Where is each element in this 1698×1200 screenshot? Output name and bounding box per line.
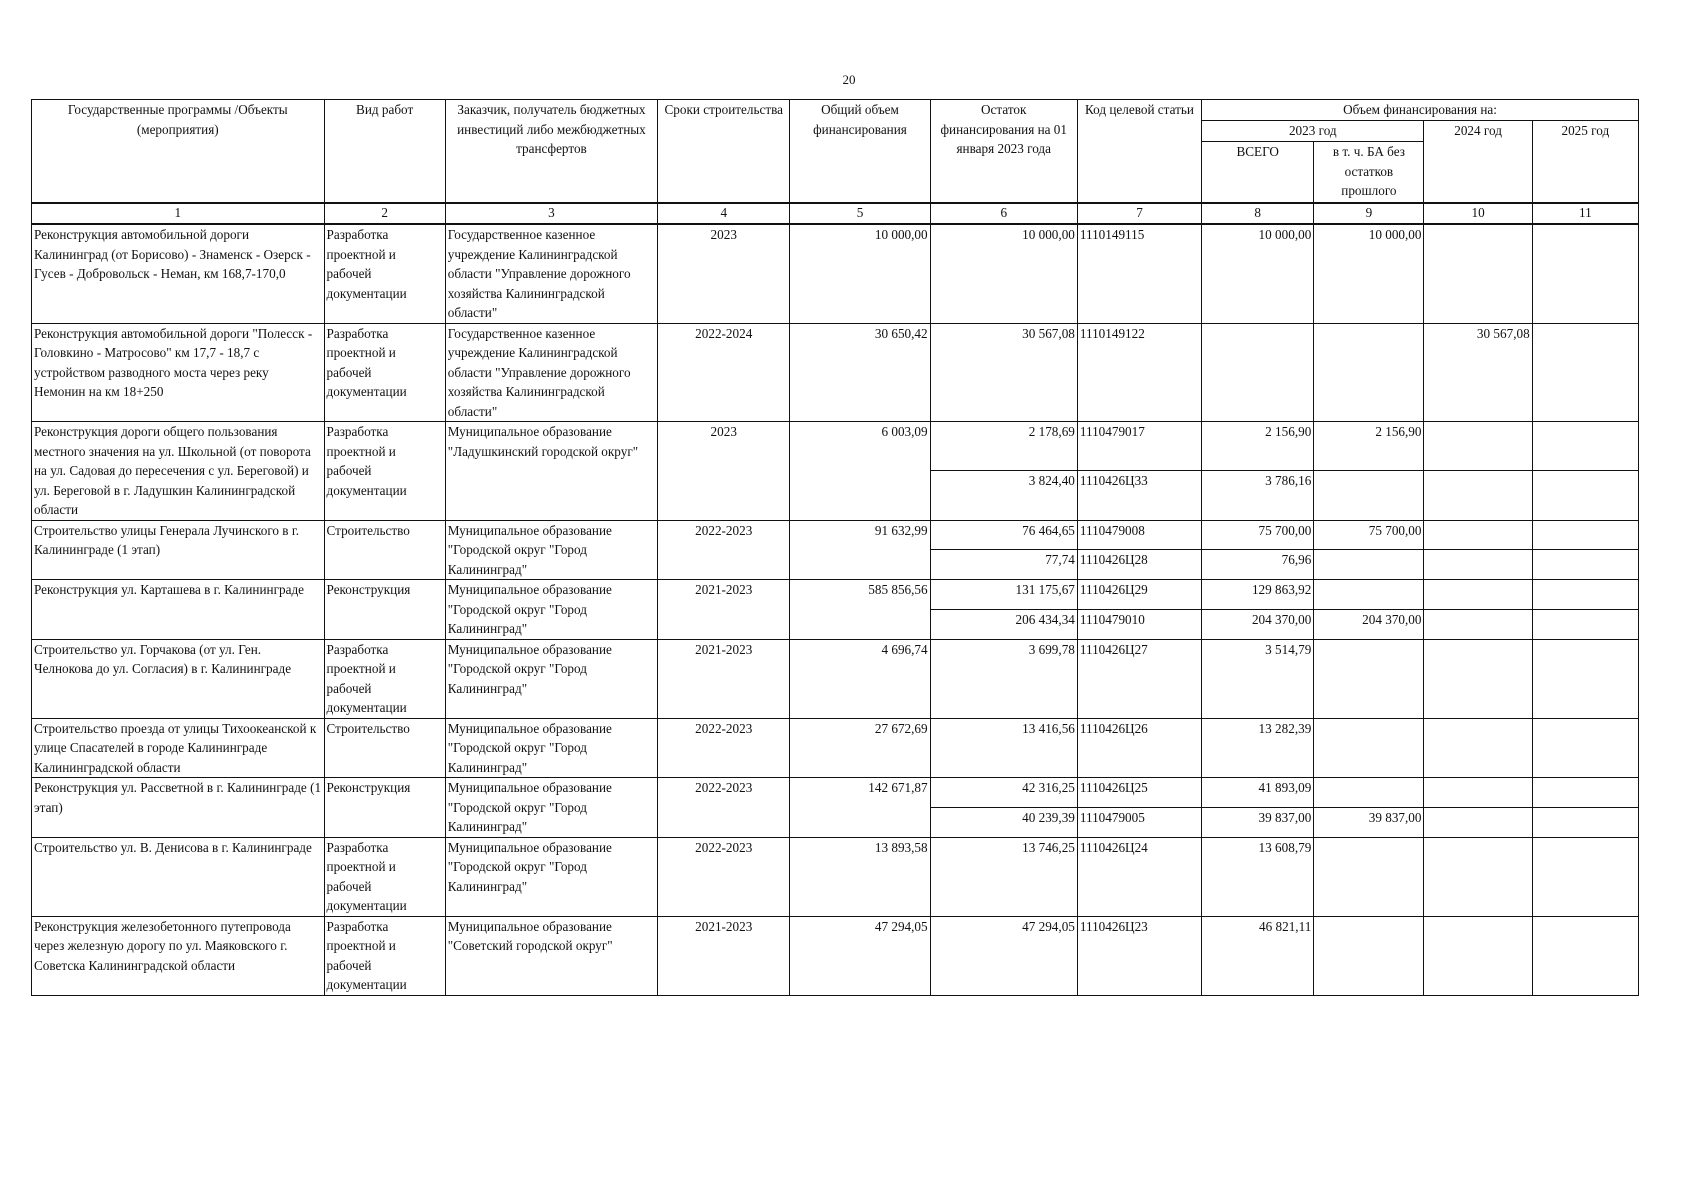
- amount-2024: [1424, 778, 1532, 808]
- work-type: Разработка проектной и рабочей документации: [324, 916, 445, 995]
- header-remaining: Остаток финансирования на 01 января 2023 года: [930, 100, 1077, 204]
- amount-2024: [1424, 471, 1532, 520]
- object-name: Строительство улицы Генерала Лучинского в г. Калининграде (1 этап): [32, 520, 325, 580]
- object-name: Реконструкция железобетонного путепровода через железную дорогу по ул. Маяковского г. Советска Калининградской области: [32, 916, 325, 995]
- header-total-financing: Общий объем финансирования: [790, 100, 930, 204]
- customer: Муниципальное образование "Городской округ "Город Калининград": [445, 778, 657, 838]
- total-financing: 27 672,69: [790, 718, 930, 778]
- work-type: Строительство: [324, 520, 445, 580]
- table-row: [32, 422, 1639, 471]
- target-code: 1110426Ц27: [1077, 639, 1201, 718]
- total-financing: 142 671,87: [790, 778, 930, 838]
- customer: Государственное казенное учреждение Калининградской области "Управление дорожного хозяйства Калининградской области": [445, 224, 657, 323]
- ba-2023: 10 000,00: [1314, 224, 1424, 323]
- object-name: Реконструкция ул. Карташева в г. Калининграде: [32, 580, 325, 640]
- total-financing: 30 650,42: [790, 323, 930, 422]
- target-code: 1110479017: [1077, 422, 1201, 471]
- total-2023: 46 821,11: [1202, 916, 1314, 995]
- header-year-2025: 2025 год: [1532, 121, 1638, 204]
- ba-2023: [1314, 916, 1424, 995]
- ba-2023: [1314, 639, 1424, 718]
- total-financing: 10 000,00: [790, 224, 930, 323]
- column-numbers-row: [32, 203, 1639, 224]
- customer: Муниципальное образование "Ладушкинский городской округ": [445, 422, 657, 521]
- customer: Муниципальное образование "Городской округ "Город Калининград": [445, 639, 657, 718]
- amount-2024: 30 567,08: [1424, 323, 1532, 422]
- customer: Муниципальное образование "Городской округ "Город Калининград": [445, 718, 657, 778]
- target-code: 1110426Ц33: [1077, 471, 1201, 520]
- table-row: [32, 778, 1639, 808]
- total-2023: 76,96: [1202, 550, 1314, 580]
- amount-2024: [1424, 580, 1532, 610]
- ba-2023: [1314, 471, 1424, 520]
- construction-term: 2022-2023: [658, 778, 790, 838]
- construction-term: 2022-2024: [658, 323, 790, 422]
- construction-term: 2022-2023: [658, 718, 790, 778]
- total-2023: 2 156,90: [1202, 422, 1314, 471]
- target-code: 1110426Ц23: [1077, 916, 1201, 995]
- column-number: 11: [1532, 203, 1638, 224]
- customer: Государственное казенное учреждение Калининградской области "Управление дорожного хозяйства Калининградской области": [445, 323, 657, 422]
- total-2023: 41 893,09: [1202, 778, 1314, 808]
- work-type: Разработка проектной и рабочей документации: [324, 422, 445, 521]
- amount-2024: [1424, 422, 1532, 471]
- construction-term: 2021-2023: [658, 639, 790, 718]
- ba-2023: 75 700,00: [1314, 520, 1424, 550]
- header-year-2023: 2023 год: [1202, 121, 1424, 142]
- remaining-financing: 2 178,69: [930, 422, 1077, 471]
- customer: Муниципальное образование "Городской округ "Город Калининград": [445, 837, 657, 916]
- work-type: Разработка проектной и рабочей документации: [324, 837, 445, 916]
- amount-2024: [1424, 916, 1532, 995]
- object-name: Строительство ул. В. Денисова в г. Калининграде: [32, 837, 325, 916]
- amount-2025: [1532, 639, 1638, 718]
- amount-2025: [1532, 609, 1638, 639]
- column-number: 7: [1077, 203, 1201, 224]
- amount-2025: [1532, 550, 1638, 580]
- financing-table: [31, 99, 1639, 996]
- column-number: 4: [658, 203, 790, 224]
- header-financing-group: Объем финансирования на:: [1202, 100, 1639, 121]
- header-objects: Государственные программы /Объекты (мероприятия): [32, 100, 325, 204]
- remaining-financing: 206 434,34: [930, 609, 1077, 639]
- total-financing: 91 632,99: [790, 520, 930, 580]
- target-code: 1110426Ц29: [1077, 580, 1201, 610]
- total-financing: 4 696,74: [790, 639, 930, 718]
- header-target-code: Код целевой статьи: [1077, 100, 1201, 204]
- column-number: 5: [790, 203, 930, 224]
- ba-2023: [1314, 778, 1424, 808]
- remaining-financing: 13 416,56: [930, 718, 1077, 778]
- total-2023: 10 000,00: [1202, 224, 1314, 323]
- target-code: 1110479010: [1077, 609, 1201, 639]
- total-2023: 39 837,00: [1202, 807, 1314, 837]
- total-financing: 13 893,58: [790, 837, 930, 916]
- table-row: [32, 520, 1639, 550]
- table-row: [32, 639, 1639, 718]
- work-type: Строительство: [324, 718, 445, 778]
- table-row: [32, 323, 1639, 422]
- remaining-financing: 10 000,00: [930, 224, 1077, 323]
- work-type: Разработка проектной и рабочей документации: [324, 639, 445, 718]
- object-name: Реконструкция дороги общего пользования местного значения на ул. Школьной (от поворота на ул. Садовая до пересечения с ул. Береговой) и ул. Береговой в г. Ладушкин Калининградской области: [32, 422, 325, 521]
- total-financing: 47 294,05: [790, 916, 930, 995]
- amount-2025: [1532, 718, 1638, 778]
- table-row: [32, 224, 1639, 323]
- amount-2024: [1424, 639, 1532, 718]
- table-row: [32, 718, 1639, 778]
- amount-2025: [1532, 224, 1638, 323]
- construction-term: 2023: [658, 224, 790, 323]
- target-code: 1110149115: [1077, 224, 1201, 323]
- total-2023: [1202, 323, 1314, 422]
- amount-2024: [1424, 718, 1532, 778]
- target-code: 1110426Ц25: [1077, 778, 1201, 808]
- header-ba-2023: в т. ч. БА без остатков прошлого: [1314, 142, 1424, 204]
- ba-2023: 2 156,90: [1314, 422, 1424, 471]
- construction-term: 2021-2023: [658, 916, 790, 995]
- construction-term: 2023: [658, 422, 790, 521]
- total-financing: 585 856,56: [790, 580, 930, 640]
- ba-2023: 204 370,00: [1314, 609, 1424, 639]
- object-name: Реконструкция автомобильной дороги "Полесск - Головкино - Матросово" км 17,7 - 18,7 с устройством разводного моста через реку Немонин на км 18+250: [32, 323, 325, 422]
- ba-2023: [1314, 718, 1424, 778]
- table-row: [32, 580, 1639, 610]
- customer: Муниципальное образование "Городской округ "Город Калининград": [445, 520, 657, 580]
- target-code: 1110479005: [1077, 807, 1201, 837]
- column-number: 1: [32, 203, 325, 224]
- target-code: 1110149122: [1077, 323, 1201, 422]
- amount-2025: [1532, 837, 1638, 916]
- remaining-financing: 76 464,65: [930, 520, 1077, 550]
- ba-2023: 39 837,00: [1314, 807, 1424, 837]
- column-number: 8: [1202, 203, 1314, 224]
- work-type: Разработка проектной и рабочей документации: [324, 224, 445, 323]
- total-2023: 129 863,92: [1202, 580, 1314, 610]
- amount-2024: [1424, 550, 1532, 580]
- total-2023: 204 370,00: [1202, 609, 1314, 639]
- remaining-financing: 47 294,05: [930, 916, 1077, 995]
- total-2023: 13 282,39: [1202, 718, 1314, 778]
- object-name: Реконструкция ул. Рассветной в г. Калининграде (1 этап): [32, 778, 325, 838]
- target-code: 1110426Ц24: [1077, 837, 1201, 916]
- remaining-financing: 13 746,25: [930, 837, 1077, 916]
- header-total-2023: ВСЕГО: [1202, 142, 1314, 204]
- amount-2025: [1532, 323, 1638, 422]
- amount-2025: [1532, 580, 1638, 610]
- header-customer: Заказчик, получатель бюджетных инвестиций либо межбюджетных трансфертов: [445, 100, 657, 204]
- page-number: 20: [842, 72, 856, 87]
- total-2023: 3 514,79: [1202, 639, 1314, 718]
- target-code: 1110479008: [1077, 520, 1201, 550]
- remaining-financing: 3 699,78: [930, 639, 1077, 718]
- work-type: Реконструкция: [324, 778, 445, 838]
- amount-2025: [1532, 471, 1638, 520]
- amount-2025: [1532, 778, 1638, 808]
- customer: Муниципальное образование "Городской округ "Город Калининград": [445, 580, 657, 640]
- remaining-financing: 40 239,39: [930, 807, 1077, 837]
- object-name: Строительство ул. Горчакова (от ул. Ген. Челнокова до ул. Согласия) в г. Калининграде: [32, 639, 325, 718]
- column-number: 9: [1314, 203, 1424, 224]
- column-number: 10: [1424, 203, 1532, 224]
- amount-2024: [1424, 520, 1532, 550]
- amount-2025: [1532, 807, 1638, 837]
- remaining-financing: 30 567,08: [930, 323, 1077, 422]
- total-2023: 13 608,79: [1202, 837, 1314, 916]
- object-name: Реконструкция автомобильной дороги Калининград (от Борисово) - Знаменск - Озерск - Гусев - Добровольск - Неман, км 168,7-170,0: [32, 224, 325, 323]
- remaining-financing: 77,74: [930, 550, 1077, 580]
- header-year-2024: 2024 год: [1424, 121, 1532, 204]
- work-type: Реконструкция: [324, 580, 445, 640]
- amount-2024: [1424, 609, 1532, 639]
- remaining-financing: 3 824,40: [930, 471, 1077, 520]
- target-code: 1110426Ц28: [1077, 550, 1201, 580]
- amount-2025: [1532, 520, 1638, 550]
- total-financing: 6 003,09: [790, 422, 930, 521]
- header-terms: Сроки строительства: [658, 100, 790, 204]
- work-type: Разработка проектной и рабочей документации: [324, 323, 445, 422]
- remaining-financing: 131 175,67: [930, 580, 1077, 610]
- amount-2024: [1424, 837, 1532, 916]
- total-2023: 3 786,16: [1202, 471, 1314, 520]
- header-work-type: Вид работ: [324, 100, 445, 204]
- ba-2023: [1314, 580, 1424, 610]
- target-code: 1110426Ц26: [1077, 718, 1201, 778]
- amount-2024: [1424, 807, 1532, 837]
- ba-2023: [1314, 837, 1424, 916]
- table-row: [32, 837, 1639, 916]
- construction-term: 2022-2023: [658, 520, 790, 580]
- ba-2023: [1314, 323, 1424, 422]
- amount-2025: [1532, 916, 1638, 995]
- construction-term: 2021-2023: [658, 580, 790, 640]
- column-number: 3: [445, 203, 657, 224]
- table-row: [32, 916, 1639, 995]
- amount-2025: [1532, 422, 1638, 471]
- total-2023: 75 700,00: [1202, 520, 1314, 550]
- column-number: 6: [930, 203, 1077, 224]
- customer: Муниципальное образование "Советский городской округ": [445, 916, 657, 995]
- remaining-financing: 42 316,25: [930, 778, 1077, 808]
- object-name: Строительство проезда от улицы Тихоокеанской к улице Спасателей в городе Калининграде Калининградской области: [32, 718, 325, 778]
- column-number: 2: [324, 203, 445, 224]
- construction-term: 2022-2023: [658, 837, 790, 916]
- amount-2024: [1424, 224, 1532, 323]
- ba-2023: [1314, 550, 1424, 580]
